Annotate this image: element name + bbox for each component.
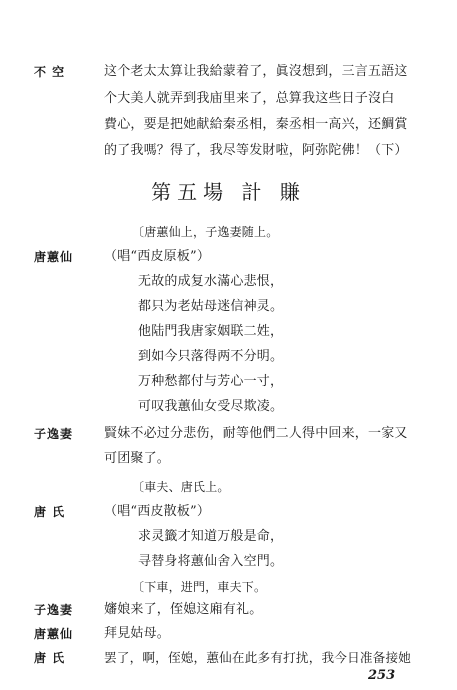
verse-line: 万种愁都付与芳心一寸， [138, 374, 284, 389]
page-number: 253 [368, 668, 396, 683]
verse-line: 都只为老姑母迷信神灵。 [138, 299, 284, 314]
verse-line: 可叹我蕙仙女受尽欺凌。 [138, 399, 284, 414]
singing-cue: （唱“西皮散板”） [104, 504, 211, 519]
dialogue-line: 个大美人就弄到我庙里来了，总算我这些日子沒白 [104, 91, 395, 106]
verse-line: 无故的成复水滿心悲恨， [138, 274, 284, 289]
dialogue-line: 賢妹不必过分悲伤，耐等他們二人得中回来，一家又 [104, 426, 408, 441]
dialogue-line: 罢了，啊，侄媳，蕙仙在此多有打扰，我今日准备接她 [104, 650, 412, 665]
stage-direction: 〔唐蕙仙上，子逸妻随上。 [132, 225, 279, 239]
speaker-tang-huixian: 唐蕙仙 [34, 250, 74, 264]
dialogue-line: 拜見姑母。 [104, 626, 171, 641]
verse-line: 他陆門我唐家姻联二姓， [138, 324, 284, 339]
singing-cue: （唱“西皮原板”） [104, 249, 211, 264]
dialogue-line: 可团聚了。 [104, 451, 171, 466]
speaker-tang-huixian: 唐蕙仙 [34, 627, 74, 641]
verse-line: 求灵籤才知道万般是命， [138, 529, 284, 544]
dialogue-line: 費心，要是把她献給秦丞相，秦丞相一高兴，还鯛賞 [104, 117, 408, 132]
verse-line: 寻替身将蕙仙舍入空門。 [138, 554, 284, 569]
speaker-bukong: 不 空 [34, 65, 66, 79]
stage-direction: 〔車夫、唐氏上。 [132, 480, 230, 494]
speaker-ziyi-wife: 子逸妻 [34, 427, 74, 441]
verse-line: 到如今只落得两不分明。 [138, 349, 284, 364]
dialogue-line: 嬸娘来了，侄媳这廂有礼。 [104, 602, 263, 617]
speaker-ziyi-wife: 子逸妻 [34, 603, 74, 617]
stage-direction: 〔下車，进門，車夫下。 [132, 580, 267, 594]
scene-title: 第五場 計 賺 [151, 180, 306, 204]
speaker-tangshi: 唐 氏 [34, 651, 66, 665]
dialogue-line: 这个老太太算让我給蒙着了，眞沒想到，三言五語这 [104, 64, 408, 79]
dialogue-line: 的了我嗎？得了，我尽等发財啦，阿弥陀佛！（下） [104, 143, 408, 158]
speaker-tangshi: 唐 氏 [34, 505, 66, 519]
